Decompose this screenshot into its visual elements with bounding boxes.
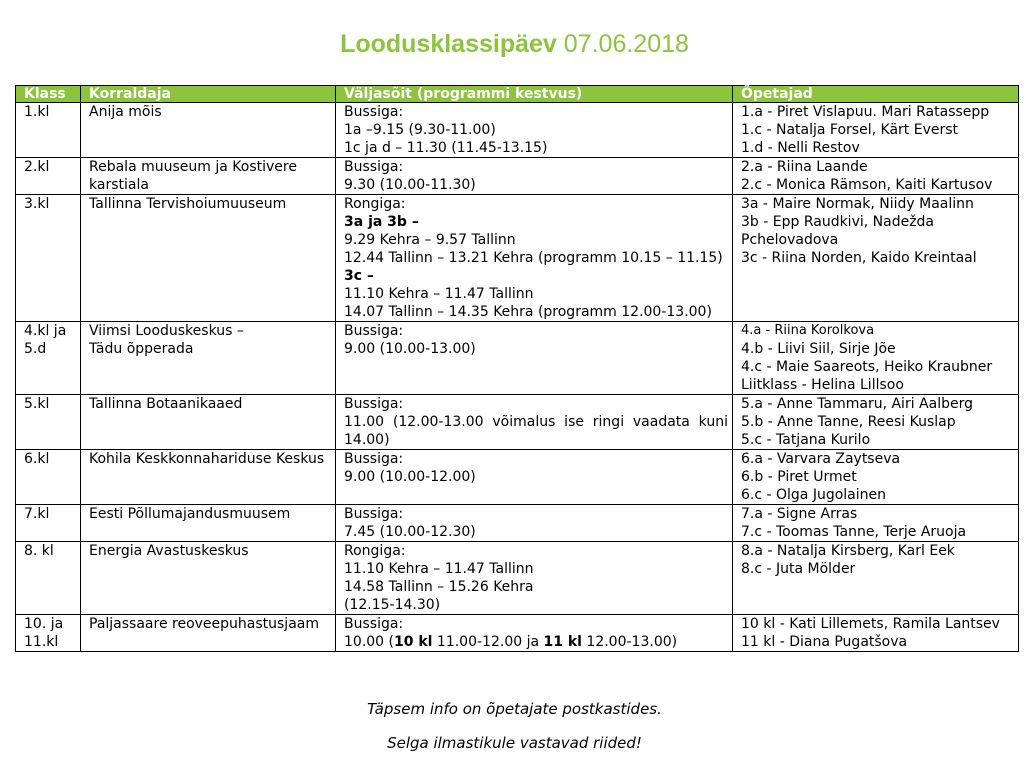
cell-line: 3a - Maire Normak, Niidy Maalinn [741, 196, 974, 212]
cell-line: 4.b - Liivi Siil, Sirje Jõe [741, 341, 896, 357]
cell-line: 8.c - Juta Mölder [741, 561, 856, 577]
cell-korraldaja [81, 542, 336, 615]
cell-line: Tädu õpperada [89, 341, 194, 357]
cell-valjasoit [336, 505, 733, 542]
cell-opetajad [733, 505, 1019, 542]
cell-line: 7.45 (10.00-12.30) [344, 524, 476, 540]
table-row [16, 505, 1019, 542]
cell-line: 1a –9.15 (9.30-11.00) [344, 122, 496, 138]
cell-line: 8.a - Natalja Kirsberg, Karl Eek [741, 543, 955, 559]
cell-line: 4.c - Maie Saareots, Heiko Kraubner [741, 359, 993, 375]
cell-line: 2.a - Riina Laande [741, 159, 868, 175]
footer-note-clothing: Selga ilmastikule vastavad riided! [387, 734, 642, 752]
cell-line: 2.c - Monica Rämson, Kaiti Kartusov [741, 177, 993, 193]
cell-line: 11.10 Kehra – 11.47 Tallinn [344, 561, 534, 577]
cell-valjasoit [336, 158, 733, 195]
cell-line: 1.a - Piret Vislapuu. Mari Ratassepp [741, 104, 990, 120]
cell-line: karstiala [89, 177, 149, 193]
cell-line-bold: 3c – [344, 268, 374, 284]
cell-klass [16, 103, 81, 158]
cell-line: 9.00 (10.00-12.00) [344, 469, 476, 485]
cell-line-bold: 3a ja 3b – [344, 214, 419, 230]
cell-line: Bussiga: [344, 616, 404, 632]
bold-class-label: 10 kl [394, 634, 433, 650]
cell-korraldaja [81, 450, 336, 505]
cell-line: 14.00) [344, 432, 390, 448]
cell-line: 11.00 (12.00-13.00 võimalus ise ringi vaadata kuni [344, 414, 728, 430]
cell-line: 5.d [24, 341, 47, 357]
cell-line: 11 kl - Diana Pugatšova [741, 634, 908, 650]
cell-opetajad [733, 395, 1019, 450]
cell-klass [16, 542, 81, 615]
cell-line: Rongiga: [344, 196, 406, 212]
cell-valjasoit [336, 542, 733, 615]
cell-line: 3.kl [24, 196, 50, 212]
cell-line: 3c - Riina Norden, Kaido Kreintaal [741, 250, 977, 266]
cell-valjasoit [336, 103, 733, 158]
cell-line: 5.a - Anne Tammaru, Airi Aalberg [741, 396, 973, 412]
cell-line: 1c ja d – 11.30 (11.45-13.15) [344, 140, 548, 156]
title-date: 07.06.2018 [563, 30, 689, 58]
cell-line: Bussiga: [344, 323, 404, 339]
cell-klass [16, 322, 81, 395]
cell-line: Pchelovadova [741, 232, 839, 248]
cell-line: Energia Avastuskeskus [89, 543, 249, 559]
header-valjasoit: Väljasõit (programmi kestvus) [336, 86, 733, 103]
cell-line: 9.30 (10.00-11.30) [344, 177, 476, 193]
table-row [16, 450, 1019, 505]
cell-valjasoit [336, 615, 733, 652]
cell-opetajad [733, 158, 1019, 195]
cell-valjasoit [336, 450, 733, 505]
cell-line: Kohila Keskkonnahariduse Keskus [89, 451, 325, 467]
cell-korraldaja [81, 395, 336, 450]
cell-klass [16, 158, 81, 195]
header-klass: Klass [16, 86, 81, 103]
cell-line: 2.kl [24, 159, 50, 175]
cell-line: Anija mõis [89, 104, 162, 120]
cell-line: 11.10 Kehra – 11.47 Tallinn [344, 286, 534, 302]
cell-line: Tallinna Botaanikaaed [89, 396, 243, 412]
bold-class-label: 11 kl [543, 634, 582, 650]
cell-valjasoit [336, 395, 733, 450]
cell-opetajad [733, 195, 1019, 322]
table-row [16, 395, 1019, 450]
cell-klass [16, 505, 81, 542]
cell-line: 6.b - Piret Urmet [741, 469, 857, 485]
cell-line: 7.kl [24, 506, 50, 522]
cell-line: 4.kl ja [24, 323, 67, 339]
cell-korraldaja [81, 615, 336, 652]
cell-line: 6.a - Varvara Zaytseva [741, 451, 901, 467]
header-opetajad: Õpetajad [733, 86, 1019, 103]
footer-note-info: Täpsem info on õpetajate postkastides. [367, 700, 662, 718]
table-row [16, 158, 1019, 195]
cell-line: 1.d - Nelli Restov [741, 140, 860, 156]
cell-klass [16, 615, 81, 652]
cell-klass [16, 395, 81, 450]
cell-korraldaja [81, 195, 336, 322]
cell-line: 9.29 Kehra – 9.57 Tallinn [344, 232, 516, 248]
cell-line: 5.kl [24, 396, 50, 412]
cell-line: 1.kl [24, 104, 50, 120]
cell-line: Bussiga: [344, 104, 404, 120]
cell-line: Bussiga: [344, 159, 404, 175]
title-main: Loodusklassipäev [340, 30, 557, 58]
cell-line: 7.a - Signe Arras [741, 506, 858, 522]
table-row [16, 103, 1019, 158]
cell-line: Eesti Põllumajandusmuusem [89, 506, 291, 522]
cell-klass [16, 450, 81, 505]
cell-line: 14.07 Tallinn – 14.35 Kehra (programm 12.00-13.00) [344, 304, 712, 320]
cell-line: 9.00 (10.00-13.00) [344, 341, 476, 357]
cell-korraldaja [81, 158, 336, 195]
cell-line: 10. ja [24, 616, 64, 632]
table-header-row [16, 86, 1019, 103]
cell-line: Liitklass - Helina Lillsoo [741, 377, 904, 393]
cell-line: 6.c - Olga Jugolainen [741, 487, 887, 503]
cell-line: 5.c - Tatjana Kurilo [741, 432, 871, 448]
schedule-table [15, 85, 1019, 652]
cell-valjasoit [336, 322, 733, 395]
cell-opetajad [733, 103, 1019, 158]
cell-line: 7.c - Toomas Tanne, Terje Aruoja [741, 524, 967, 540]
cell-opetajad [733, 542, 1019, 615]
cell-line: Tallinna Tervishoiumuuseum [89, 196, 287, 212]
cell-line: 10 kl - Kati Lillemets, Ramila Lantsev [741, 616, 1000, 632]
table-row [16, 195, 1019, 322]
cell-opetajad [733, 450, 1019, 505]
table-row [16, 542, 1019, 615]
cell-line: 14.58 Tallinn – 15.26 Kehra [344, 579, 534, 595]
cell-line: 8. kl [24, 543, 54, 559]
cell-line: 3b - Epp Raudkivi, Nadežda [741, 214, 935, 230]
cell-line: Bussiga: [344, 396, 404, 412]
cell-line: Rebala muuseum ja Kostivere [89, 159, 297, 175]
cell-line: Paljassaare reoveepuhastusjaam [89, 616, 319, 632]
cell-line: 12.44 Tallinn – 13.21 Kehra (programm 10.15 – 11.15) [344, 250, 723, 266]
cell-line-rich: 10.00 (10 kl 11.00-12.00 ja 11 kl 12.00-13.00) [344, 634, 678, 650]
header-korraldaja: Korraldaja [81, 86, 336, 103]
cell-line: Rongiga: [344, 543, 406, 559]
page-title [0, 30, 1029, 59]
cell-korraldaja [81, 322, 336, 395]
table-row [16, 615, 1019, 652]
cell-korraldaja [81, 505, 336, 542]
cell-line: Bussiga: [344, 451, 404, 467]
cell-line: (12.15-14.30) [344, 597, 441, 613]
cell-line: 11.kl [24, 634, 59, 650]
cell-opetajad [733, 615, 1019, 652]
cell-opetajad [733, 322, 1019, 395]
cell-line: 6.kl [24, 451, 50, 467]
cell-valjasoit [336, 195, 733, 322]
cell-korraldaja [81, 103, 336, 158]
cell-line: Bussiga: [344, 506, 404, 522]
cell-klass [16, 195, 81, 322]
cell-line: 5.b - Anne Tanne, Reesi Kuslap [741, 414, 956, 430]
cell-line: Viimsi Looduskeskus – [89, 323, 244, 339]
cell-line: 4.a - Riina Korolkova [741, 323, 875, 338]
cell-line: 1.c - Natalja Forsel, Kärt Everst [741, 122, 958, 138]
table-row [16, 322, 1019, 395]
